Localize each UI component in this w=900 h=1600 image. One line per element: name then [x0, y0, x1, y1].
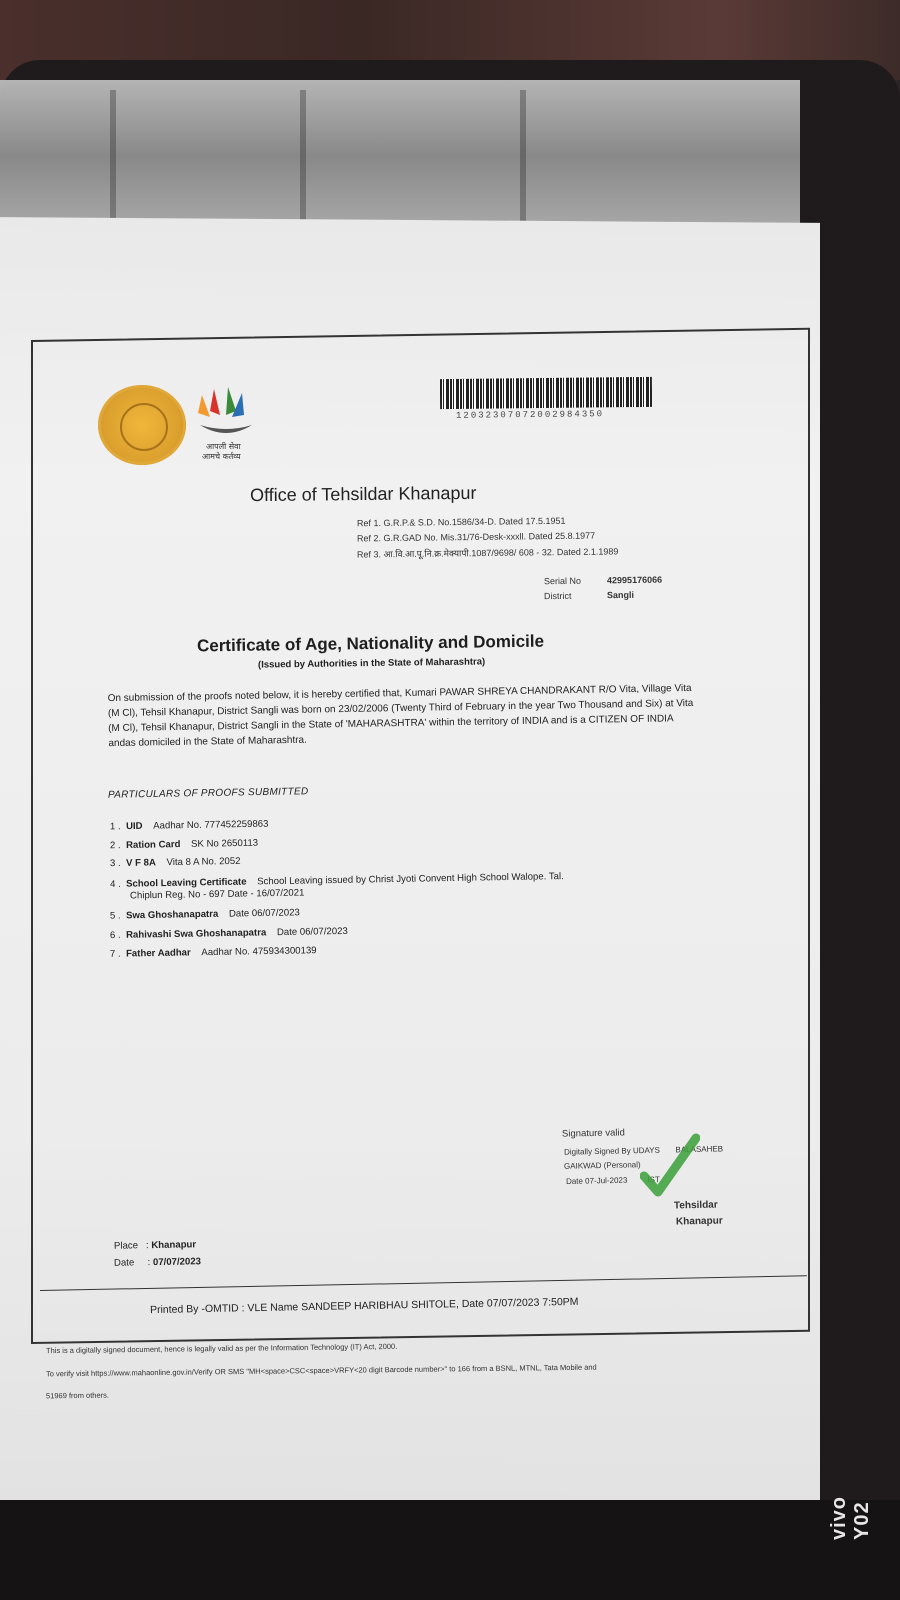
- signature-name: GAIKWAD (Personal): [563, 1160, 641, 1171]
- verify-note-continuation: 51969 from others.: [45, 1390, 110, 1401]
- office-title: Office of Tehsildar Khanapur: [249, 482, 477, 506]
- serial-label: Serial No: [543, 575, 582, 587]
- barcode-number: 12032307072002984350: [455, 409, 605, 421]
- reference-3: Ref 3. आ.वि.आ.पू.नि.क्र.मेक्यापी.1087/9698/ 608 - 32. Dated 2.1.1989: [356, 546, 619, 560]
- document-barcode: [440, 377, 652, 409]
- signature-valid-label: Signature valid: [561, 1127, 625, 1140]
- reference-2: Ref 2. G.R.GAD No. Mis.31/76-Desk-xxxll. Dated 25.8.1977: [356, 530, 596, 544]
- certificate-title: Certificate of Age, Nationality and Domicile: [196, 631, 545, 656]
- printed-by-line: Printed By -OMTID : VLE Name SANDEEP HARIBHAU SHITOLE, Date 07/07/2023 7:50PM: [149, 1295, 579, 1317]
- verify-note: To verify visit https://www.mahaonline.gov.in/Verify OR SMS "MH<space>CSC<space>VRFY<20 digit Barcode number>" to 166 from a BSNL, MTNL, Tata Mobile and: [45, 1362, 597, 1379]
- issue-place: Place : Khanapur: [113, 1239, 197, 1252]
- camera-watermark: vivo Y02: [828, 1495, 873, 1540]
- proof-item: 5 . Swa Ghoshanapatra Date 06/07/2023: [109, 907, 300, 922]
- svg-text:आपली सेवा: आपली सेवा: [206, 442, 241, 451]
- legal-note: This is a digitally signed document, hence is legally valid as per the Information Technology (IT) Act, 2000.: [45, 1341, 398, 1356]
- proof-item: 6 . Rahivashi Swa Ghoshanapatra Date 06/07/2023: [109, 925, 348, 942]
- serial-value: 42995176066: [606, 574, 663, 586]
- proof-item-continuation: Chiplun Reg. No - 697 Date - 16/07/2021: [129, 887, 305, 902]
- svg-text:आमचे कर्तव्य: आमचे कर्तव्य: [202, 452, 241, 461]
- signature-date: Date 07-Jul-2023 IST: [565, 1175, 660, 1186]
- signatory-designation: Tehsildar: [673, 1199, 718, 1212]
- reference-1: Ref 1. G.R.P.& S.D. No.1586/34-D. Dated 17.5.1951: [356, 515, 566, 529]
- csc-logo-icon: [192, 385, 260, 465]
- proof-item: 1 . UID Aadhar No. 777452259863: [109, 818, 269, 833]
- issue-date: Date : 07/07/2023: [113, 1256, 202, 1269]
- signature-signed-by: Digitally Signed By UDAYS BALASAHEB: [563, 1144, 724, 1157]
- district-value: Sangli: [606, 589, 635, 601]
- proof-item: 4 . School Leaving Certificate School Leaving issued by Christ Jyoti Convent High School Walope. Tal.: [109, 871, 564, 890]
- district-label: District: [543, 590, 572, 602]
- proofs-heading: PARTICULARS OF PROOFS SUBMITTED: [107, 786, 309, 801]
- proof-item: 2 . Ration Card SK No 2650113: [109, 837, 259, 852]
- signatory-place: Khanapur: [675, 1215, 723, 1228]
- signature-valid-check-icon: [640, 1132, 700, 1202]
- proof-item: 7 . Father Aadhar Aadhar No. 475934300139: [109, 945, 317, 960]
- proof-item: 3 . V F 8A Vita 8 A No. 2052: [109, 855, 241, 870]
- maharashtra-seal-icon: [98, 385, 186, 465]
- certificate-subtitle: (Issued by Authorities in the State of Maharashtra): [257, 656, 486, 671]
- certificate-body: On submission of the proofs noted below, it is hereby certified that, Kumari PAWAR SHREYA CHANDRAKANT R/O Vita, Village Vita (M Cl), Tehsil Khanapur, District Sangli was born on 23/02/2006 (Twenty Third of February in the year Two Thousand and Six) at Vita (M Cl), Tehsil Khanapur, District Sangli in the State of 'MAHARASHTRA' within the territory of INDIA and is a CITIZEN OF INDIA andas domiciled in the State of Maharashtra.: [107, 682, 694, 750]
